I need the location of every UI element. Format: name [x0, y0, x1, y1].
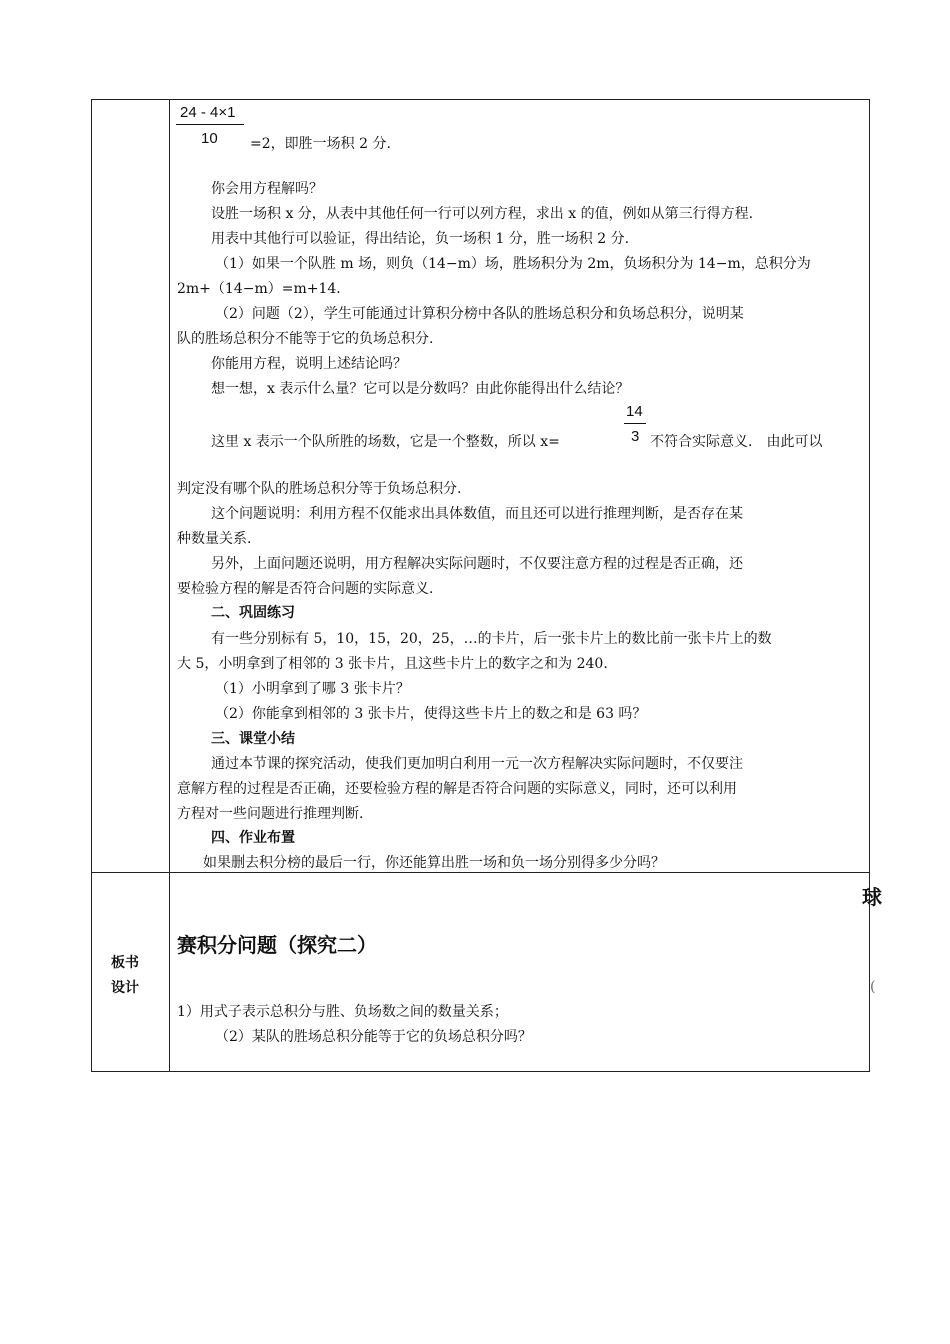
- paragraph: 这个问题说明：利用方程不仅能求出具体数值，而且还可以进行推理判断，是否存在某: [211, 506, 743, 522]
- x-line-before: 这里 x 表示一个队所胜的场数，它是一个整数，所以 x=: [211, 434, 560, 450]
- board-paren: (: [870, 979, 876, 995]
- column-divider: [169, 100, 170, 1071]
- paragraph: 种数量关系.: [177, 531, 252, 547]
- paragraph: 用表中其他行可以验证，得出结论，负一场积 1 分，胜一场积 2 分.: [211, 231, 630, 247]
- section-heading: 四、作业布置: [211, 830, 295, 846]
- paragraph: 如果删去积分榜的最后一行，你还能算出胜一场和负一场分别得多少分吗？: [203, 855, 665, 871]
- paragraph: 意解方程的过程是否正确，还要检验方程的解是否符合问题的实际意义，同时，还可以利用: [177, 781, 737, 797]
- paragraph: 队的胜场总积分不能等于它的负场总积分.: [177, 331, 434, 347]
- section-heading: 二、巩固练习: [211, 605, 295, 621]
- paragraph: 想一想，x 表示什么量？它可以是分数吗？由此你能得出什么结论？: [211, 381, 630, 397]
- paragraph: 方程对一些问题进行推理判断.: [177, 806, 364, 822]
- fraction1-bar: [176, 124, 244, 125]
- fraction2-bar: [624, 423, 646, 424]
- paragraph: 另外，上面问题还说明，用方程解决实际问题时，不仅要注意方程的过程是否正确，还: [211, 556, 743, 572]
- fraction2-numerator: 14: [626, 403, 643, 420]
- paragraph: 要检验方程的解是否符合问题的实际意义.: [177, 581, 434, 597]
- board-item: 1）用式子表示总积分与胜、负场数之间的数量关系；: [177, 1004, 508, 1020]
- paragraph: 有一些分别标有 5，10，15，20，25，…的卡片，后一张卡片上的数比前一张卡片上的数: [211, 631, 772, 647]
- board-title: 赛积分问题（探究二）: [177, 933, 377, 957]
- fraction1-result: =2，即胜一场积 2 分.: [250, 136, 391, 152]
- paragraph: （1）如果一个队胜 m 场，则负（14−m）场，胜场积分为 2m，负场积分为 14−m，总积分为: [215, 256, 811, 272]
- fraction2-denominator: 3: [631, 428, 640, 445]
- paragraph: 判定没有哪个队的胜场总积分等于负场总积分.: [177, 481, 462, 497]
- board-item: （2）某队的胜场总积分能等于它的负场总积分吗？: [215, 1029, 532, 1045]
- x-line-after: 不符合实际意义． 由此可以: [650, 434, 823, 450]
- row-divider: [92, 872, 869, 873]
- section-heading: 三、课堂小结: [211, 731, 295, 747]
- fraction1-numerator: 24 - 4×1: [180, 104, 236, 121]
- paragraph: 你会用方程解吗？: [211, 181, 323, 197]
- paragraph: 通过本节课的探究活动，使我们更加明白利用一元一次方程解决实际问题时，不仅要注: [211, 756, 743, 772]
- paragraph: （1）小明拿到了哪 3 张卡片？: [215, 681, 410, 697]
- paragraph: 大 5，小明拿到了相邻的 3 张卡片，且这些卡片上的数字之和为 240.: [177, 656, 608, 672]
- board-label-line1: 板书: [111, 955, 139, 971]
- paragraph: 你能用方程，说明上述结论吗？: [211, 356, 407, 372]
- paragraph: （2）问题（2），学生可能通过计算积分榜中各队的胜场总积分和负场总积分，说明某: [215, 306, 744, 322]
- paragraph: 2m+（14−m）=m+14.: [177, 281, 341, 297]
- fraction1-denominator: 10: [201, 130, 218, 147]
- board-label-line2: 设计: [111, 980, 139, 996]
- paragraph: （2）你能拿到相邻的 3 张卡片，使得这些卡片上的数之和是 63 吗？: [215, 706, 647, 722]
- board-title-char: 球: [862, 885, 882, 909]
- paragraph: 设胜一场积 x 分，从表中其他任何一行可以列方程，求出 x 的值，例如从第三行得方程.: [211, 206, 754, 222]
